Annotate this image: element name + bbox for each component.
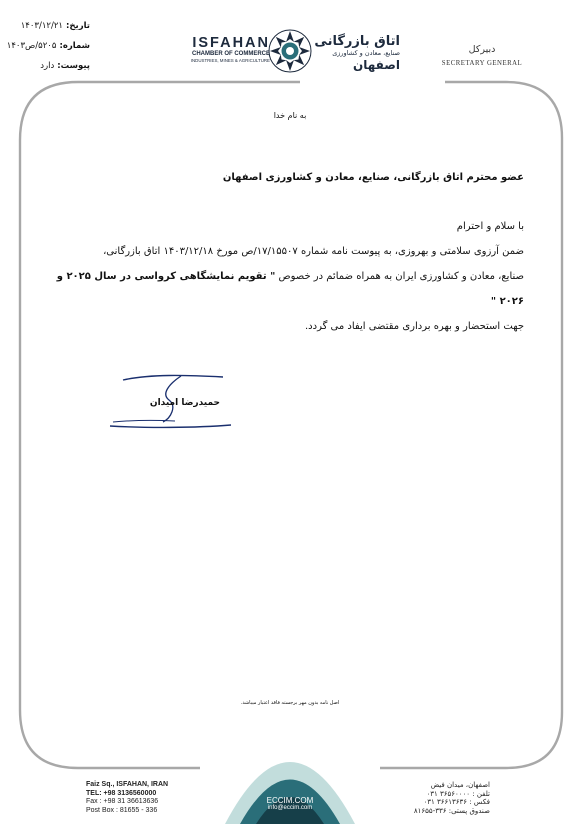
footer-fa-address: اصفهان، میدان فیض: [430, 781, 490, 789]
footer-web: [255, 796, 325, 811]
logo-persian: [312, 34, 400, 72]
letter-meta: [6, 16, 90, 76]
event-title: " تقویم نمایشگاهی کرواسی در سال ۲۰۲۵ و ۲۰۲۶ ": [56, 271, 524, 307]
paragraph-line-2: [54, 264, 524, 314]
date-label: تاریخ:: [66, 21, 90, 31]
chamber-emblem-icon: [267, 28, 313, 74]
logo-en-small: INDUSTRIES, MINES & AGRICULTURE: [190, 58, 270, 63]
recipient-line: عضو محترم اتاق بازرگانی، صنایع، معادن و کشاورزی اصفهان: [222, 172, 524, 183]
footer-fa-pobox: صندوق پستی: ۳۳۶-۸۱۶۵۵: [413, 806, 490, 815]
secretariat-en: SECRETARY GENERAL: [441, 60, 523, 67]
footer-en-address: Faiz Sq., ISFAHAN, IRAN: [86, 781, 169, 788]
logo-fa-line2: صنایع، معادن و کشاورزی: [332, 49, 400, 57]
letter-paragraph: [54, 239, 524, 339]
footer-fa-fax: فکس : ۳۶۶۱۳۶۳۶ ۰۳۱: [423, 798, 490, 806]
footer-en-pobox: Post Box : 81655 - 336: [86, 806, 158, 814]
footer-contact-english: [86, 781, 176, 815]
logo-en-title: ISFAHAN: [192, 35, 270, 51]
number-value: ۵۲۰۵/ص۱۴۰۳: [6, 41, 57, 51]
logo-fa-line3: اصفهان: [352, 58, 400, 72]
logo-en-subtitle: CHAMBER OF COMMERCE: [192, 51, 270, 57]
footer-en-fax: Fax : +98 31 36613636: [86, 798, 159, 805]
footer-contact-persian: [400, 781, 490, 815]
signatory-name: حمیدرضا امیدان: [149, 398, 220, 408]
number-row: [6, 36, 90, 56]
logo-fa-line1: اتاق بازرگانی: [314, 34, 400, 49]
secretariat-fa: دبیرکل: [468, 44, 496, 55]
paragraph-line-2-text: صنایع، معادن و کشاورزی ایران به همراه ضمائم در خصوص: [278, 271, 524, 282]
attachment-row: [6, 56, 90, 76]
attachment-value: دارد: [40, 61, 55, 71]
paragraph-line-1: ضمن آرزوی سلامتی و بهروزی، به پیوست نامه شماره ۱۷/۱۵۵۰۷/ص مورخ ۱۴۰۳/۱۲/۱۸ اتاق بازرگانی،: [103, 246, 524, 257]
footer-email[interactable]: info@eccim.com: [267, 805, 313, 811]
basmala: به نام خدا: [273, 111, 307, 120]
secretariat-label: [436, 44, 528, 67]
paragraph-line-3: جهت استحضار و بهره برداری مقتضی ایفاد می گردد.: [305, 321, 524, 332]
number-label: شماره:: [59, 41, 90, 51]
footer-en-tel: TEL: +98 3136560000: [86, 789, 157, 797]
logo-english: [178, 36, 270, 64]
footer-website[interactable]: ECCIM.COM: [266, 796, 314, 805]
attachment-label: پیوست:: [57, 61, 90, 71]
greeting: با سلام و احترام: [456, 221, 524, 232]
date-row: [6, 16, 90, 36]
footer-fa-tel: تلفن : ۳۶۵۶۰۰۰۰ ۰۳۱: [426, 789, 490, 798]
validity-note: اصل نامه بدون مهر برجسته فاقد اعتبار میباشد.: [240, 700, 340, 706]
date-value: ۱۴۰۳/۱۲/۲۱: [20, 21, 63, 31]
